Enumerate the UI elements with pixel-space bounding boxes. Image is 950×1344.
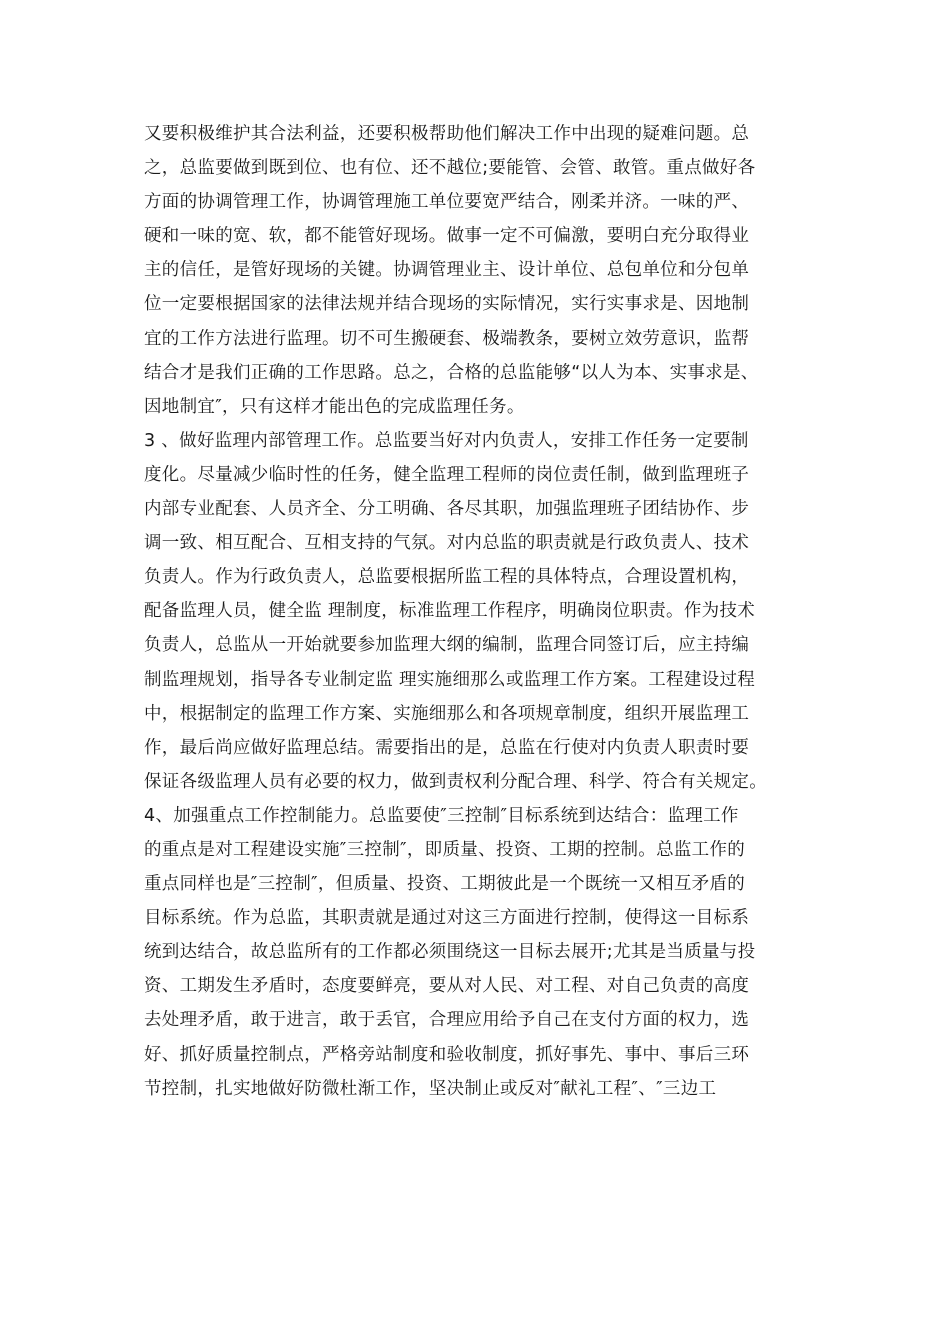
text-line: 度化。尽量减少临时性的任务，健全监理工程师的岗位责任制，做到监理班子 (144, 464, 750, 485)
text-line: 之，总监要做到既到位、也有位、还不越位;要能管、会管、敢管。重点做好各 (144, 158, 756, 179)
body-text (144, 117, 814, 1106)
text-line: 负责人，总监从一开始就要参加监理大纲的编制，监理合同签订后，应主持编 (144, 635, 750, 656)
text-line: 宜的工作方法进行监理。切不可生搬硬套、极端教条，要树立效劳意识，监帮 (144, 328, 750, 349)
text-line: 好、抓好质量控制点，严格旁站制度和验收制度，抓好事先、事中、事后三环 (144, 1044, 750, 1065)
text-line: 目标系统。作为总监，其职责就是通过对这三方面进行控制，使得这一目标系 (144, 908, 750, 929)
text-line: 调一致、相互配合、互相支持的气氛。对内总监的职责就是行政负责人、技术 (144, 533, 750, 554)
text-line: 中，根据制定的监理工作方案、实施细那么和各项规章制度，组织开展监理工 (144, 703, 750, 724)
text-line: 去处理矛盾，敢于进言，敢于丢官，合理应用给予自己在支付方面的权力，选 (144, 1010, 750, 1031)
text-line: 资、工期发生矛盾时，态度要鲜亮，要从对人民、对工程、对自己负责的高度 (144, 976, 750, 997)
text-line: 4、加强重点工作控制能力。总监要使″三控制″目标系统到达结合：监理工作 (144, 805, 739, 826)
text-line: 重点同样也是″三控制″，但质量、投资、工期彼此是一个既统一又相互矛盾的 (144, 874, 746, 895)
text-line: 节控制，扎实地做好防微杜渐工作，坚决制止或反对″献礼工程″、″三边工 (144, 1078, 717, 1099)
text-line: 作，最后尚应做好监理总结。需要指出的是，总监在行使对内负责人职责时要 (144, 737, 750, 758)
text-line: 保证各级监理人员有必要的权力，做到责权利分配合理、科学、符合有关规定。 (144, 771, 767, 792)
text-line: 内部专业配套、人员齐全、分工明确、各尽其职，加强监理班子团结协作、步 (144, 499, 750, 520)
text-line: 负责人。作为行政负责人，总监要根据所监工程的具体特点，合理设置机构， (144, 567, 750, 588)
text-line: 3 、做好监理内部管理工作。总监要当好对内负责人，安排工作任务一定要制 (144, 430, 749, 451)
text-line: 又要积极维护其合法利益，还要积极帮助他们解决工作中出现的疑难问题。总 (144, 124, 750, 144)
text-line: 硬和一味的宽、软，都不能管好现场。做事一定不可偏激，要明白充分取得业 (144, 226, 750, 247)
text-line: 配备监理人员，健全监 理制度，标准监理工作程序，明确岗位职责。作为技术 (144, 601, 756, 622)
text-line: 因地制宜″，只有这样才能出色的完成监理任务。 (144, 396, 525, 417)
text-line: 制监理规划，指导各专业制定监 理实施细那么或监理工作方案。工程建设过程 (144, 669, 756, 690)
text-line: 位一定要根据国家的法律法规并结合现场的实际情况，实行实事求是、因地制 (144, 294, 750, 315)
text-line: 结合才是我们正确的工作思路。总之，合格的总监能够“以人为本、实事求是、 (144, 362, 759, 383)
text-line: 方面的协调管理工作，协调管理施工单位要宽严结合，刚柔并济。一味的严、 (144, 192, 750, 213)
text-line: 统到达结合，故总监所有的工作都必须围绕这一目标去展开;尤其是当质量与投 (144, 942, 756, 963)
text-line: 的重点是对工程建设实施″三控制″，即质量、投资、工期的控制。总监工作的 (144, 839, 746, 860)
text-line: 主的信任，是管好现场的关键。协调管理业主、设计单位、总包单位和分包单 (144, 260, 750, 281)
